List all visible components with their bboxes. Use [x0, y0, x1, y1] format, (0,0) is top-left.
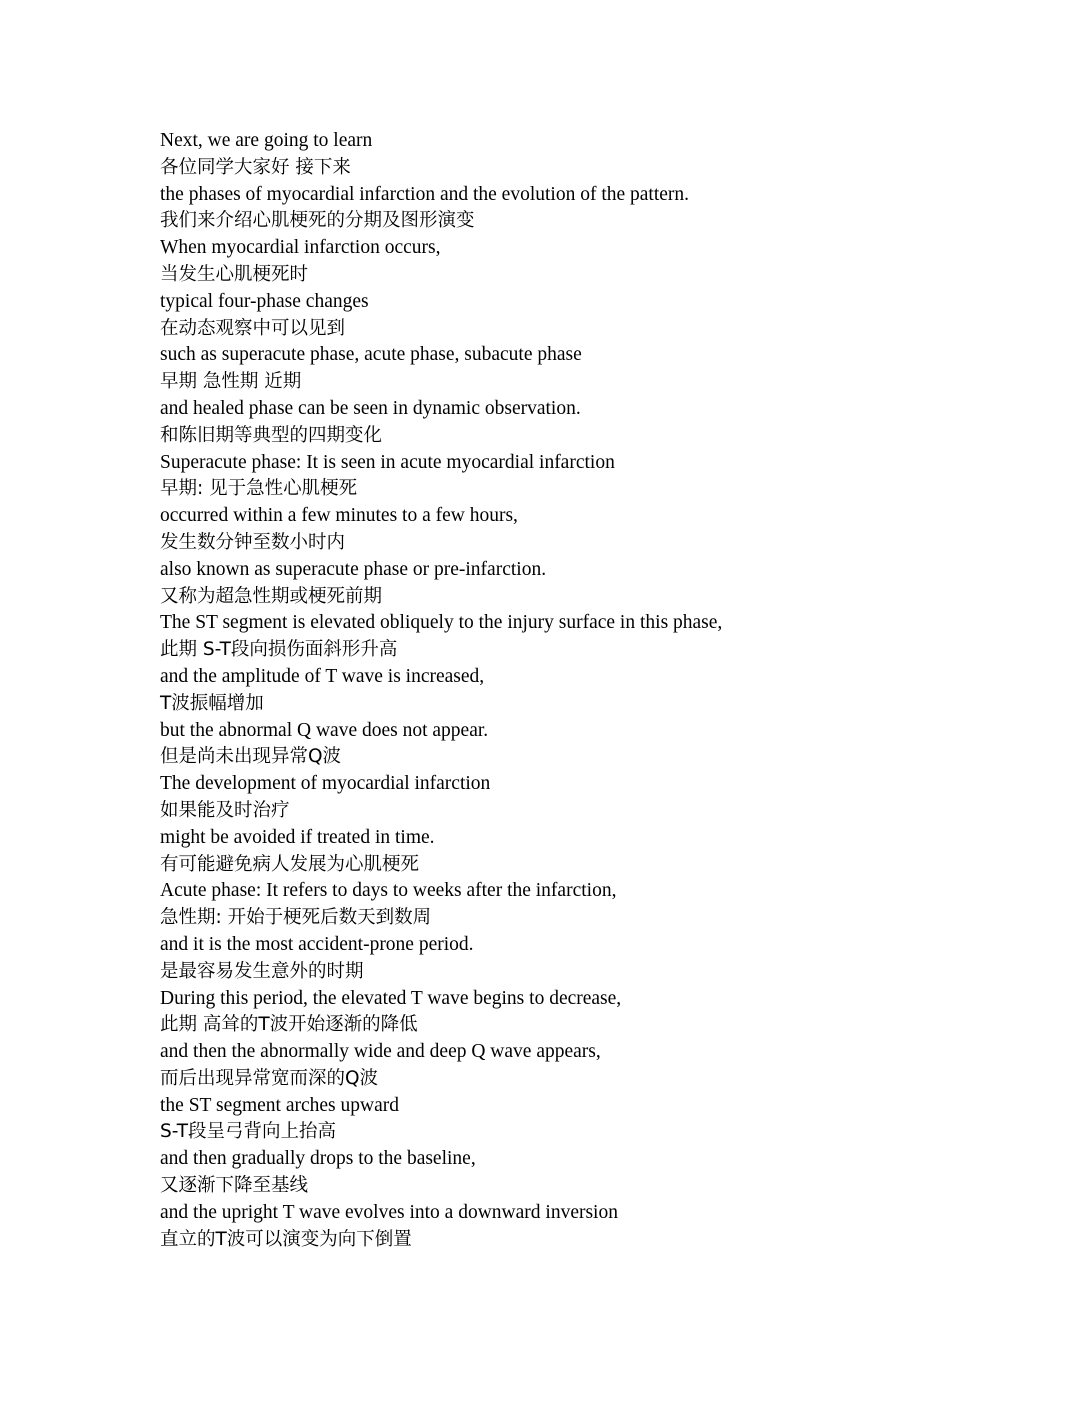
- chinese-line: 在动态观察中可以见到: [160, 317, 346, 339]
- chinese-line: 而后出现异常宽而深的Q波: [160, 1067, 379, 1089]
- chinese-line: 直立的T波可以演变为向下倒置: [160, 1228, 412, 1250]
- english-line: occurred within a few minutes to a few hours,: [160, 505, 518, 527]
- chinese-line: 此期 S-T段向损伤面斜形升高: [160, 639, 398, 661]
- chinese-line: 有可能避免病人发展为心肌梗死: [160, 853, 420, 875]
- chinese-line: 各位同学大家好 接下来: [160, 156, 351, 178]
- english-line: The ST segment is elevated obliquely to the injury surface in this phase,: [160, 612, 723, 634]
- english-line: might be avoided if treated in time.: [160, 826, 435, 848]
- chinese-line: S-T段呈弓背向上抬高: [160, 1121, 337, 1143]
- chinese-line: 但是尚未出现异常Q波: [160, 746, 342, 768]
- english-line: Superacute phase: It is seen in acute myocardial infarction: [160, 451, 615, 473]
- chinese-line: 我们来介绍心肌梗死的分期及图形演变: [160, 210, 475, 232]
- chinese-line: 又称为超急性期或梗死前期: [160, 585, 383, 607]
- chinese-line: 是最容易发生意外的时期: [160, 960, 364, 982]
- english-line: the phases of myocardial infarction and the evolution of the pattern.: [160, 183, 690, 205]
- english-line: When myocardial infarction occurs,: [160, 237, 441, 259]
- english-line: such as superacute phase, acute phase, subacute phase: [160, 344, 582, 366]
- english-line: and healed phase can be seen in dynamic observation.: [160, 397, 581, 419]
- chinese-line: 发生数分钟至数小时内: [160, 531, 346, 553]
- english-line: the ST segment arches upward: [160, 1094, 399, 1116]
- english-line: and the upright T wave evolves into a downward inversion: [160, 1201, 618, 1223]
- english-line: and then the abnormally wide and deep Q wave appears,: [160, 1041, 601, 1063]
- english-line: and then gradually drops to the baseline,: [160, 1148, 476, 1170]
- english-line: typical four-phase changes: [160, 290, 369, 312]
- transcript-document: [160, 128, 1040, 1253]
- english-line: Next, we are going to learn: [160, 130, 373, 151]
- english-line: and the amplitude of T wave is increased,: [160, 665, 485, 687]
- chinese-line: 和陈旧期等典型的四期变化: [160, 424, 383, 446]
- chinese-line: T波振幅增加: [160, 692, 264, 714]
- english-line: also known as superacute phase or pre-infarction.: [160, 558, 547, 580]
- chinese-line: 当发生心肌梗死时: [160, 263, 309, 285]
- chinese-line: 急性期: 开始于梗死后数天到数周: [160, 907, 432, 929]
- english-line: but the abnormal Q wave does not appear.: [160, 719, 489, 741]
- chinese-line: 此期 高耸的T波开始逐渐的降低: [160, 1014, 418, 1036]
- chinese-line: 如果能及时治疗: [160, 799, 290, 821]
- english-line: Acute phase: It refers to days to weeks after the infarction,: [160, 880, 617, 902]
- english-line: The development of myocardial infarction: [160, 773, 491, 795]
- english-line: and it is the most accident-prone period.: [160, 933, 474, 955]
- chinese-line: 早期 急性期 近期: [160, 371, 302, 393]
- chinese-line: 又逐渐下降至基线: [160, 1175, 309, 1197]
- english-line: During this period, the elevated T wave begins to decrease,: [160, 987, 622, 1009]
- chinese-line: 早期: 见于急性心肌梗死: [160, 478, 358, 500]
